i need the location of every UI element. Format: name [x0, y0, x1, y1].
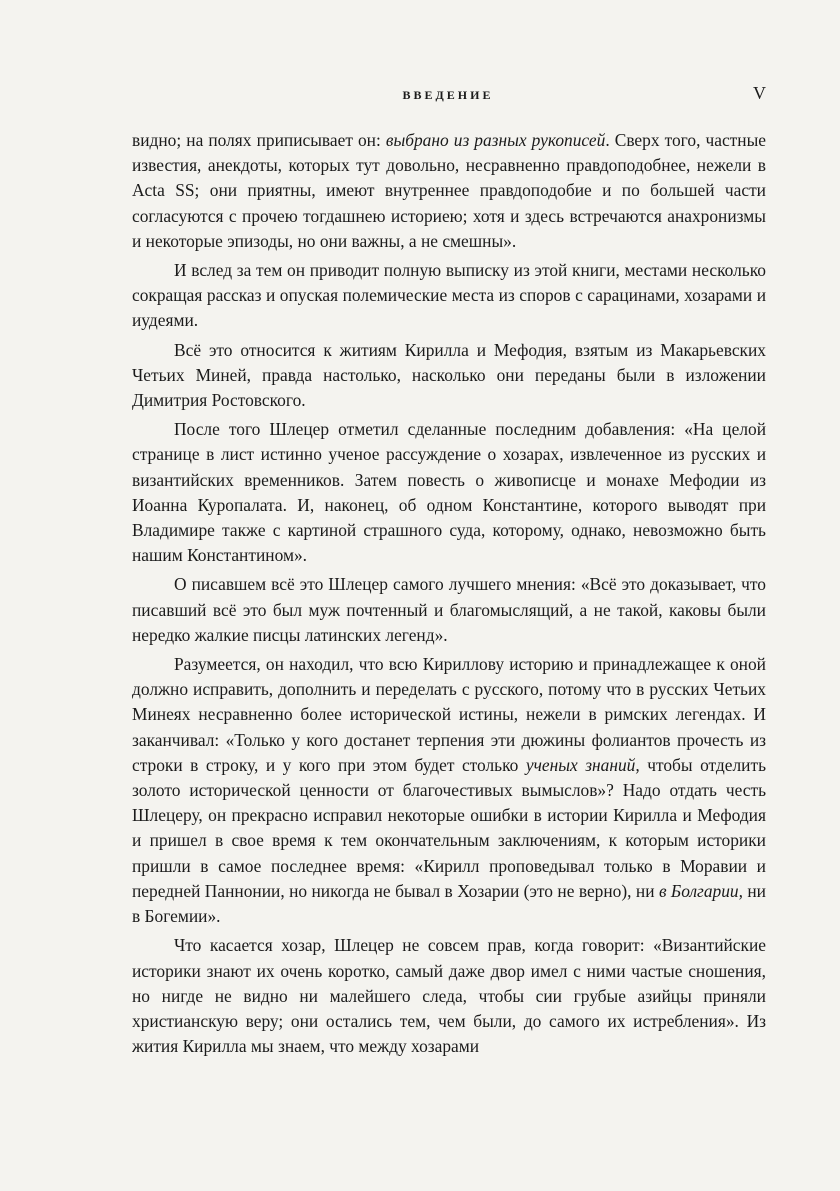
paragraph-6-text-a: Разумеется, он находил, что всю Кириллову историю и принадлежащее к оной должно исправить, дополнить и переделать с русского, потому что в русских Четьих Минеях несравненно более исторической истины, нежели в римских легендах. И заканчивал: «Только у кого достанет терпения эти дюжины фолиантов прочесть из строки в строку, и у кого при этом будет столько: [132, 654, 766, 775]
paragraph-4: После того Шлецер отметил сделанные последним добавления: «На целой странице в лист истинно ученое рассуждение о хозарах, извлеченное из русских и византийских временников. Затем повесть о живописце и монахе Мефодии из Иоанна Куропалата. И, наконец, об одном Константине, которого выводят при Владимире также с картиной страшного суда, которому, однако, невозможно быть нашим Константином».: [132, 419, 766, 566]
paragraph-1-italic-phrase: выбрано из разных рукописей: [385, 130, 606, 150]
running-title: ВВЕДЕНИЕ: [402, 88, 494, 102]
page-header: [130, 83, 766, 112]
page-number: V: [753, 83, 766, 103]
paragraph-2: И вслед за тем он приводит полную выписку из этой книги, местами несколько сокращая рассказ и опуская полемические места из споров с сарацинами, хозарами и иудеями.: [132, 260, 766, 331]
paragraph-6-italic-phrase-1: ученых знаний,: [525, 754, 640, 775]
paragraph-3: Всё это относится к житиям Кирилла и Мефодия, взятым из Макарьевских Четьих Миней, правда настолько, насколько они переданы были в изложении Димитрия Ростовского.: [132, 339, 766, 411]
paragraph-6: [132, 652, 766, 929]
paragraph-5: О писавшем всё это Шлецер самого лучшего мнения: «Всё это доказывает, что писавший всё это был муж почтенный и благомыслящий, а не такой, каковы были нередко жалкие писцы латинских легенд».: [132, 574, 766, 645]
paragraph-1: [132, 128, 766, 254]
paragraph-1-text-a: видно; на полях приписывает он:: [132, 130, 386, 150]
paragraph-6-text-c: ни в Богемии».: [132, 880, 766, 927]
paragraph-7: Что касается хозар, Шлецер не совсем прав, когда говорит: «Византийские историки знают их очень коротко, самый даже двор имел с ними частые сношения, но нигде не видно ни малейшего следа, чтобы сии грубые азийцы приняли христианскую веру; они остались тем, чем были, до самого их истребления». Из жития Кирилла мы знаем, что между хозарами: [132, 935, 766, 1057]
paragraph-6-italic-phrase-2: в Болгарии,: [658, 880, 743, 901]
page-body: [132, 128, 766, 1059]
paragraph-1-text-b: . Сверх того, частные известия, анекдоты, которых тут довольно, несравненно правдоподобнее, нежели в Acta SS; они приятны, имеют внутреннее правдоподобие и по большей части согласуются с прочею тогдашнею историею; хотя и здесь встречаются анахронизмы и некоторые эпизоды, но они важны, а не смешны».: [132, 130, 766, 251]
paragraph-6-text-b: чтобы отделить золото исторической ценности от благочестивых вымыслов»? Надо отдать честь Шлецеру, он прекрасно исправил некоторые ошибки в истории Кирилла и Мефодия и пришел в свое время к тем окончательным заключениям, к которым историки пришли в самое последнее время: «Кирилл проповедывал только в Моравии и передней Паннонии, но никогда не бывал в Хозарии (это не верно), ни: [132, 754, 767, 901]
